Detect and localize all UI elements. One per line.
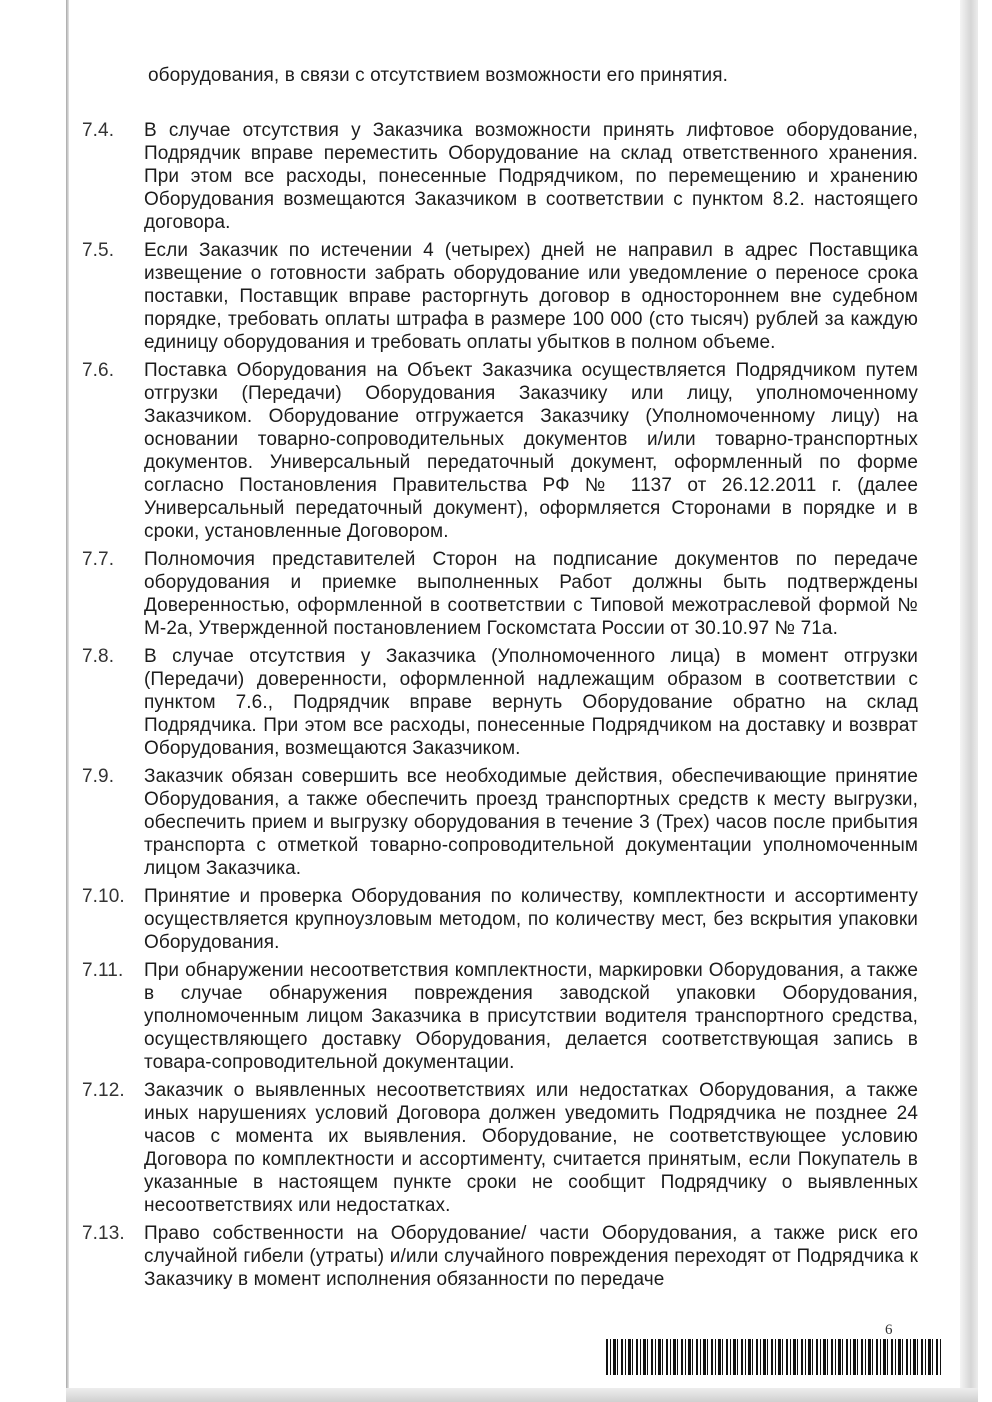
clause-7-12 — [76, 1079, 918, 1217]
clause-7-10 — [76, 885, 918, 954]
clause-number: 7.5. — [82, 240, 115, 261]
clause-number: 7.9. — [82, 766, 115, 787]
clause-number: 7.7. — [82, 549, 115, 570]
clause-text: Право собственности на Оборудование/ части Оборудования, а также риск его случайной гибели (утраты) и/или случайного повреждения переходят от Подрядчика к Заказчику в момент исполнения обязанности по передаче — [144, 1223, 918, 1290]
clause-text: В случае отсутствия у Заказчика (Уполномоченного лица) в момент отгрузки (Передачи) доверенности, оформленной надлежащим образом в соответствии с пунктом 7.6., Подрядчик вправе вернуть Оборудование обратно на склад Подрядчика. При этом все расходы, понесенные Подрядчиком на доставку и возврат Оборудования, возмещаются Заказчиком. — [144, 646, 918, 759]
clause-7-5 — [76, 239, 918, 354]
document-page — [76, 64, 918, 1296]
clause-number: 7.12. — [82, 1080, 125, 1101]
clause-text: Заказчик обязан совершить все необходимые действия, обеспечивающие принятие Оборудования, а также обеспечить проезд транспортных средств к месту выгрузки, обеспечить прием и выгрузку оборудования в течение 3 (Трех) часов после прибытия транспорта с отметкой товарно-сопроводительной документации уполномоченным лицом Заказчика. — [144, 766, 918, 879]
clause-number: 7.4. — [82, 120, 115, 141]
clause-text: Поставка Оборудования на Объект Заказчика осуществляется Подрядчиком путем отгрузки (Передачи) Оборудования Заказчику или лицу, уполномоченному Заказчиком. Оборудование отгружается Заказчику (Уполномоченному лицу) на основании товарно-сопроводительных документов и/или товарно-транспортных документов. Универсальный передаточный документ, оформленный по форме согласно Постановления Правительства РФ № 1137 от 26.12.2011 г. (далее Универсальный передаточный документ), оформляется Сторонами в порядке и в сроки, установленные Договором. — [144, 360, 918, 542]
clause-7-7 — [76, 548, 918, 640]
clause-7-11 — [76, 959, 918, 1074]
clause-text: Принятие и проверка Оборудования по количеству, комплектности и ассортименту осуществляется крупноузловым методом, по количеству мест, без вскрытия упаковки Оборудования. — [144, 886, 918, 953]
continuation-text: оборудования, в связи с отсутствием возможности его принятия. — [148, 65, 729, 86]
clause-text: При обнаружении несоответствия комплектности, маркировки Оборудования, а также в случае обнаружения повреждения заводской упаковки Оборудования, уполномоченным лицом Заказчика в присутствии водителя транспортного средства, осуществляющего доставку Оборудования, делается соответствующая запись в товара-сопроводительной документации. — [144, 960, 918, 1073]
clause-number: 7.11. — [82, 960, 124, 981]
clause-number: 7.8. — [82, 646, 115, 667]
clause-text: Если Заказчик по истечении 4 (четырех) дней не направил в адрес Поставщика извещение о готовности забрать оборудование или уведомление о переносе срока поставки, Поставщик вправе расторгнуть договор в одностороннем вне судебном порядке, требовать оплаты штрафа в размере 100 000 (сто тысяч) рублей за каждую единицу оборудования и требовать оплаты убытков в полном объеме. — [144, 240, 918, 353]
clause-7-8 — [76, 645, 918, 760]
clause-7-6 — [76, 359, 918, 543]
page-left-edge — [66, 0, 69, 1402]
page-bottom-edge — [66, 1388, 978, 1402]
page-number: 6 — [885, 1322, 893, 1338]
clause-number: 7.13. — [82, 1223, 125, 1244]
page-right-edge — [960, 0, 978, 1402]
clause-text: Полномочия представителей Сторон на подписание документов по передаче оборудования и приемке выполненных Работ должны быть подтверждены Доверенностью, оформленной в соответствии с Типовой межотраслевой формой № М-2а, Утвержденной постановлением Госкомстата России от 30.10.97 № 71а. — [144, 549, 918, 639]
clause-7-9 — [76, 765, 918, 880]
clause-number: 7.6. — [82, 360, 115, 381]
clause-7-13 — [76, 1222, 918, 1291]
clause-text: В случае отсутствия у Заказчика возможности принять лифтовое оборудование, Подрядчик вправе переместить Оборудование на склад ответственного хранения. При этом все расходы, понесенные Подрядчиком, по перемещению и хранению Оборудования возмещаются Заказчиком в соответствии с пунктом 8.2. настоящего договора. — [144, 120, 918, 233]
clause-7-4 — [76, 119, 918, 234]
clause-number: 7.10. — [82, 886, 125, 907]
clause-text: Заказчик о выявленных несоответствиях или недостатках Оборудования, а также иных нарушениях условий Договора должен уведомить Подрядчика не позднее 24 часов с момента их выявления. Оборудование, не соответствующее условию Договора по комплектности и ассортименту, считается принятым, если Покупатель в указанные в настоящем пункте сроки не сообщит Подрядчику о выявленных несоответствиях или недостатках. — [144, 1080, 918, 1216]
barcode — [606, 1339, 942, 1375]
